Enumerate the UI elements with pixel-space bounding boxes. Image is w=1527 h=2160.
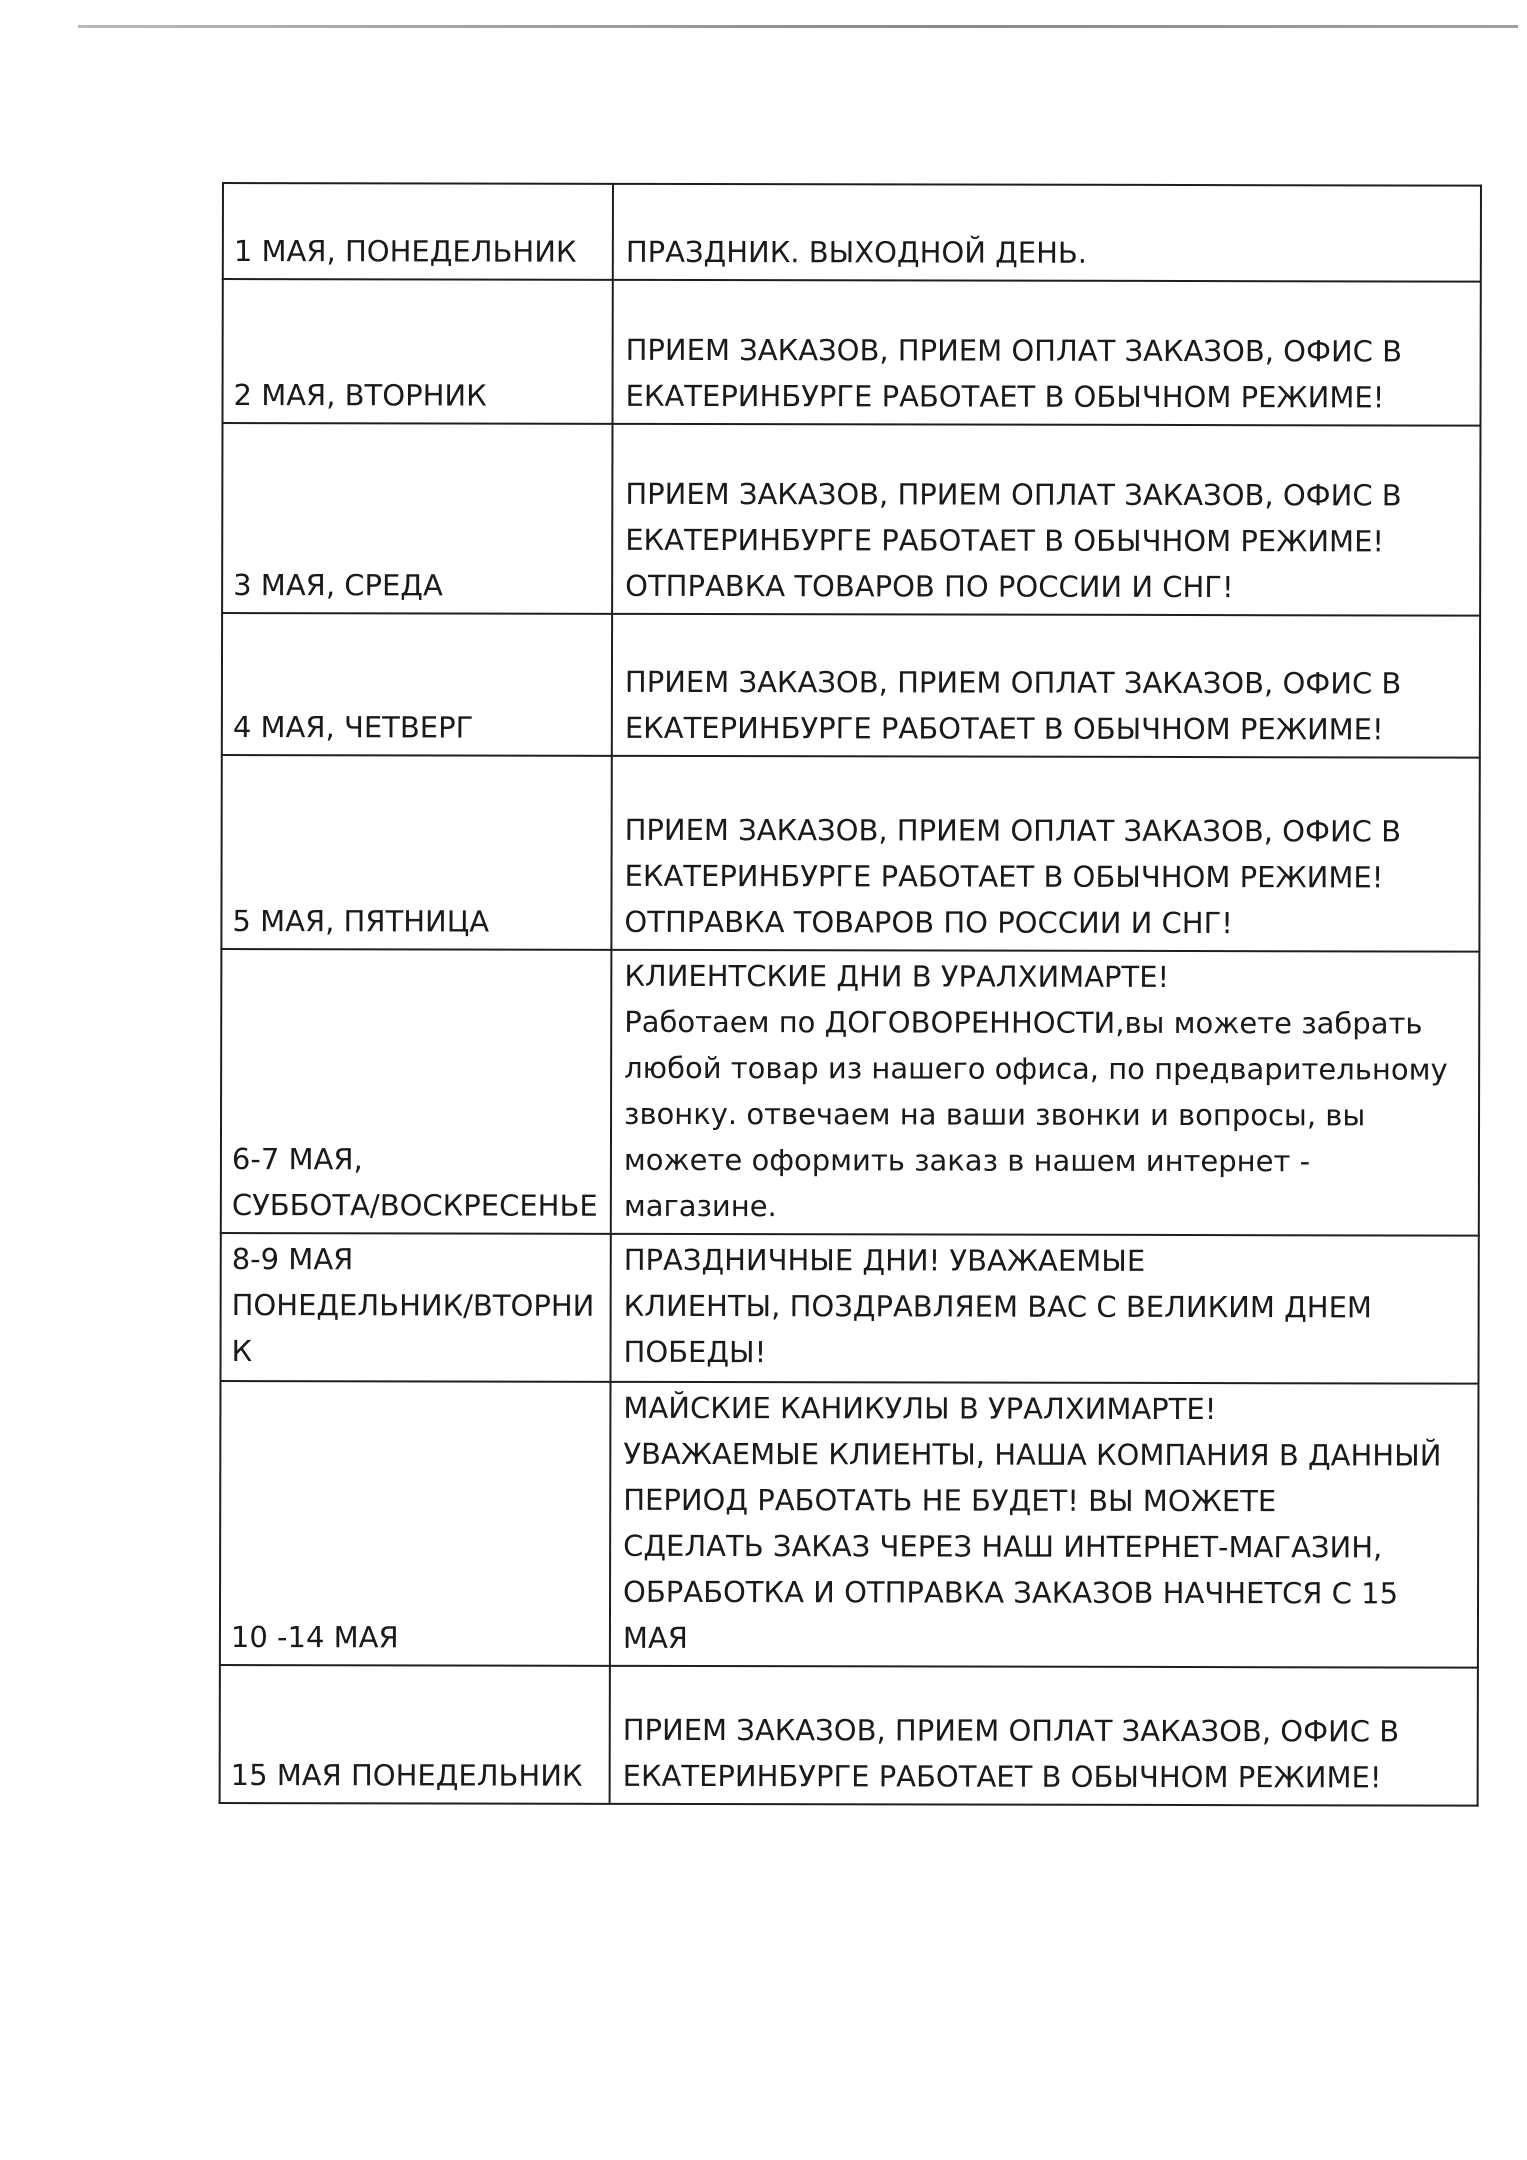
date-cell: 3 МАЯ, СРЕДА	[222, 423, 612, 614]
table-row	[222, 279, 1480, 426]
info-cell: ПРИЕМ ЗАКАЗОВ, ПРИЕМ ОПЛАТ ЗАКАЗОВ, ОФИС В ЕКАТЕРИНБУРГЕ РАБОТАЕТ В ОБЫЧНОМ РЕЖИМЕ!	[612, 614, 1480, 758]
info-cell: ПРАЗДНИК. ВЫХОДНОЙ ДЕНЬ.	[613, 184, 1481, 282]
scan-edge-line	[78, 25, 1518, 28]
date-cell: 2 МАЯ, ВТОРНИК	[222, 279, 612, 424]
date-cell: 10 -14 МАЯ	[220, 1381, 611, 1666]
info-cell: МАЙСКИЕ КАНИКУЛЫ В УРАЛХИМАРТЕ! УВАЖАЕМЫЕ КЛИЕНТЫ, НАША КОМПАНИЯ В ДАННЫЙ ПЕРИОД РАБОТАТЬ НЕ БУДЕТ! ВЫ МОЖЕТЕ СДЕЛАТЬ ЗАКАЗ ЧЕРЕЗ НАШ ИНТЕРНЕТ-МАГАЗИН, ОБРАБОТКА И ОТПРАВКА ЗАКАЗОВ НАЧНЕТСЯ С 15 МАЯ	[610, 1382, 1479, 1668]
holiday-schedule-table	[219, 182, 1482, 1807]
info-cell: ПРАЗДНИЧНЫЕ ДНИ! УВАЖАЕМЫЕ КЛИЕНТЫ, ПОЗДРАВЛЯЕМ ВАС С ВЕЛИКИМ ДНЕМ ПОБЕДЫ!	[610, 1234, 1478, 1384]
table-row	[222, 613, 1480, 758]
table-row	[220, 1381, 1479, 1668]
table-row	[221, 949, 1480, 1236]
info-cell: ПРИЕМ ЗАКАЗОВ, ПРИЕМ ОПЛАТ ЗАКАЗОВ, ОФИС В ЕКАТЕРИНБУРГЕ РАБОТАЕТ В ОБЫЧНОМ РЕЖИМЕ! ОТПРАВКА ТОВАРОВ ПО РОССИИ И СНГ!	[611, 756, 1479, 952]
table-row	[223, 183, 1481, 282]
date-cell: 5 МАЯ, ПЯТНИЦА	[221, 755, 611, 950]
table-row	[221, 755, 1479, 952]
info-cell: ПРИЕМ ЗАКАЗОВ, ПРИЕМ ОПЛАТ ЗАКАЗОВ, ОФИС В ЕКАТЕРИНБУРГЕ РАБОТАЕТ В ОБЫЧНОМ РЕЖИМЕ!	[612, 280, 1480, 426]
date-cell: 4 МАЯ, ЧЕТВЕРГ	[222, 613, 612, 756]
date-cell: 1 МАЯ, ПОНЕДЕЛЬНИК	[223, 183, 613, 280]
table-row	[222, 423, 1480, 616]
date-cell: 6-7 МАЯ, СУББОТА/ВОСКРЕСЕНЬЕ	[221, 949, 612, 1234]
table-row	[220, 1665, 1478, 1806]
info-cell: КЛИЕНТСКИЕ ДНИ В УРАЛХИМАРТЕ! Работаем по ДОГОВОРЕННОСТИ,вы можете забрать любой товар из нашего офиса, по предварительному звонку. отвечаем на ваши звонки и вопросы, вы можете оформить заказ в нашем интернет - магазине.	[611, 950, 1480, 1236]
table-row	[220, 1233, 1478, 1384]
date-cell: 8-9 МАЯ ПОНЕДЕЛЬНИК/ВТОРНИ К	[220, 1233, 610, 1382]
info-cell: ПРИЕМ ЗАКАЗОВ, ПРИЕМ ОПЛАТ ЗАКАЗОВ, ОФИС В ЕКАТЕРИНБУРГЕ РАБОТАЕТ В ОБЫЧНОМ РЕЖИМЕ!	[610, 1666, 1478, 1806]
date-cell: 15 МАЯ ПОНЕДЕЛЬНИК	[220, 1665, 610, 1804]
info-cell: ПРИЕМ ЗАКАЗОВ, ПРИЕМ ОПЛАТ ЗАКАЗОВ, ОФИС В ЕКАТЕРИНБУРГЕ РАБОТАЕТ В ОБЫЧНОМ РЕЖИМЕ! ОТПРАВКА ТОВАРОВ ПО РОССИИ И СНГ!	[612, 424, 1480, 616]
